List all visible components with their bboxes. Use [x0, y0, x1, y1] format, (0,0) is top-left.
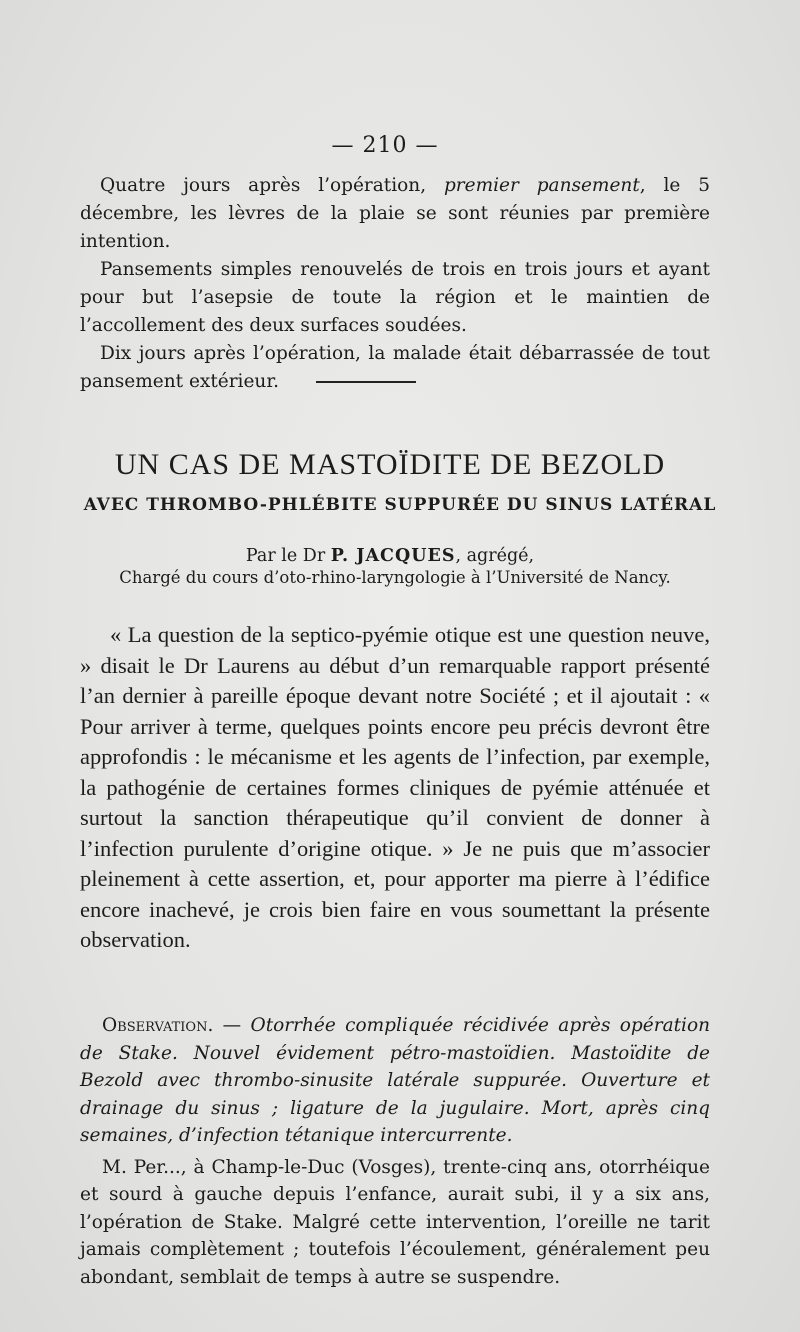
observation-label: Observation. — — [102, 1015, 242, 1036]
paragraph-ten-days: Dix jours après l’opération, la malade était débarrassée de tout pansement extérieur. — [80, 343, 710, 392]
paragraph-first-dressing: Quatre jours après l’opération, premier pansement, le 5 décembre, les lèvres de la plaie se sont réunies par première intention. — [80, 175, 710, 252]
paragraph-dressings: Pansements simples renouvelés de trois en trois jours et ayant pour but l’asepsie de toute la région et le maintien de l’accollement des deux surfaces soudées. — [80, 259, 710, 336]
page-number: — 210 — — [331, 133, 439, 158]
author-name: P. JACQUES — [330, 546, 456, 566]
author-affiliation: Chargé du cours d’oto-rhino-laryngologie à l’Université de Nancy. — [119, 568, 671, 587]
case-paragraph: M. Per..., à Champ-le-Duc (Vosges), trente-cinq ans, otorrhéique et sourd à gauche depuis l’enfance, aurait subi, il y a six ans, l’opération de Stake. Malgré cette intervention, l’oreille ne tarit jamais complètement ; toutefois l’écoulement, généralement peu abondant, semblait de temps à autre se suspendre. — [80, 1156, 710, 1288]
section-divider — [316, 381, 416, 383]
observation-block — [80, 1012, 710, 1291]
observation-heading — [80, 1012, 710, 1150]
article-subtitle: AVEC THROMBO-PHLÉBITE SUPPURÉE DU SINUS LATÉRAL — [83, 495, 717, 515]
intro-paragraph: « La question de la septico-pyémie otique est une question neuve, » disait le Dr Laurens au début d’un remarquable rapport présenté l’an dernier à pareille époque devant notre Société ; et il ajoutait : « Pour arriver à terme, quelques points encore peu précis devront être approfondis : le mécanisme et les agents de l’infection, par exemple, la pathogénie de certaines formes cliniques de pyémie atténuée et surtout la sanction thérapeutique qu’il convient de donner à l’infection purulente d’origine otique. » Je ne puis que m’associer pleinement à cette assertion, et, pour apporter ma pierre à l’édifice encore inachevé, je crois bien faire en vous soumettant la présente observation. — [80, 622, 710, 952]
top-section — [80, 172, 710, 396]
emphasis-premier-pansement: premier pansement — [443, 175, 640, 196]
intro-paragraph-block — [80, 620, 710, 956]
author-line: Par le Dr P. JACQUES, agrégé, — [245, 546, 535, 566]
observation-summary: Otorrhée compliquée récidivée après opération de Stake. Nouvel évidement pétro-mastoïdien. Mastoïdite de Bezold avec thrombo-sinusite latérale suppurée. Ouverture et drainage du sinus ; ligature de la jugulaire. Mort, après cinq semaines, d’infection tétanique intercurrente. — [80, 1015, 711, 1146]
article-title: UN CAS DE MASTOÏDITE DE BEZOLD — [114, 448, 666, 481]
